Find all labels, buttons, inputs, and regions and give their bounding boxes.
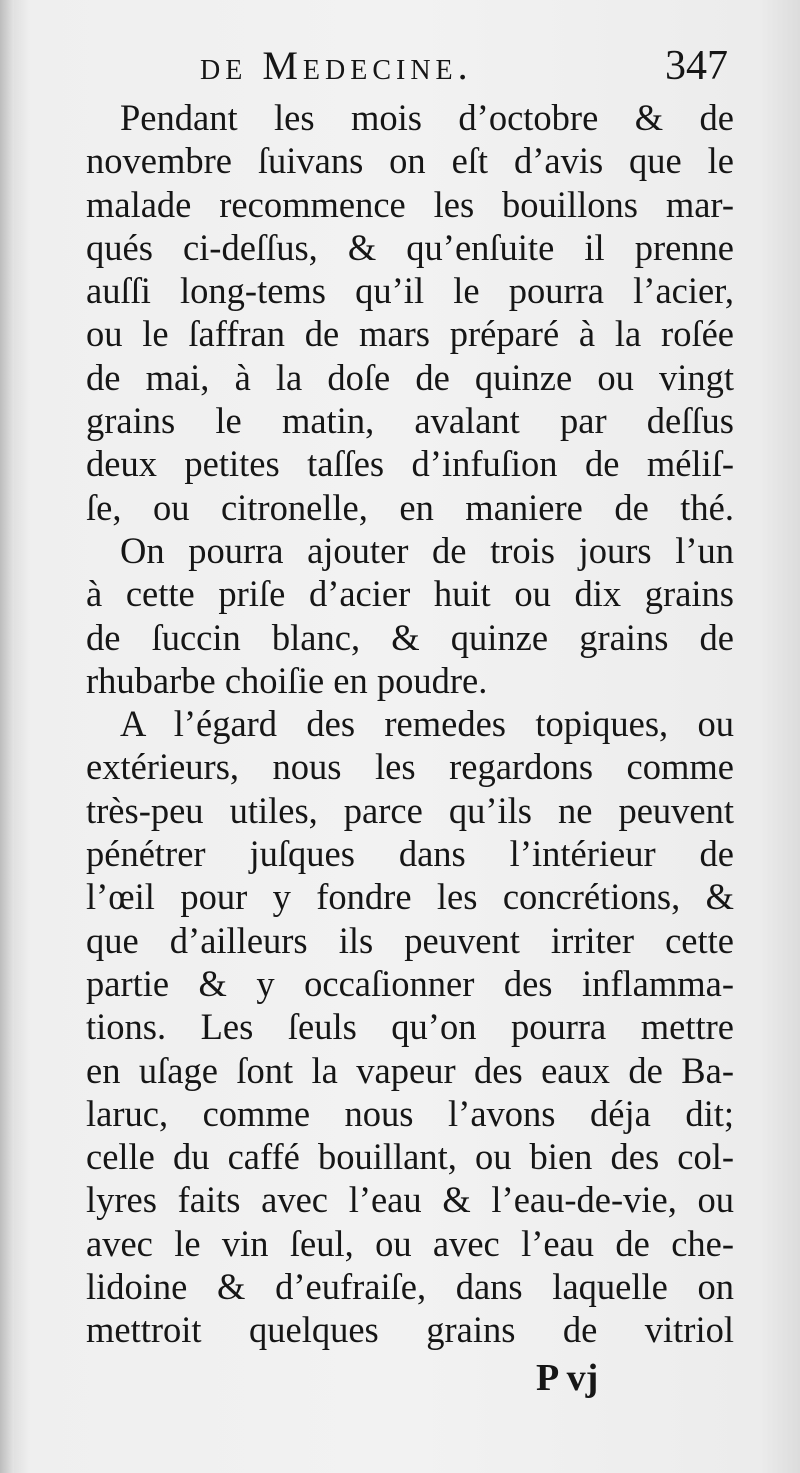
text-line: avec le vin ſeul, ou avec l’eau de che- bbox=[86, 1222, 734, 1264]
page-number: 347 bbox=[665, 43, 728, 89]
body-text bbox=[86, 96, 734, 1352]
text-line: que d’ailleurs ils peuvent irriter cette bbox=[86, 919, 734, 961]
text-line: tions. Les ſeuls qu’on pourra mettre bbox=[86, 1006, 734, 1048]
text-line: lidoine & d’eufraiſe, dans laquelle on bbox=[86, 1266, 734, 1308]
text-line: ou le ſaffran de mars préparé à la roſée bbox=[86, 313, 734, 355]
text-line: deux petites taſſes d’infuſion de méliſ- bbox=[86, 443, 734, 485]
text-line: Pendant les mois d’octobre & de bbox=[120, 97, 734, 138]
text-line: en uſage ſont la vapeur des eaux de Ba- bbox=[86, 1049, 734, 1091]
text-line: auſſi long-tems qu’il le pourra l’acier, bbox=[86, 270, 734, 312]
text-line: laruc, comme nous l’avons déja dit; bbox=[86, 1092, 734, 1134]
text-line: malade recommence les bouillons mar- bbox=[86, 183, 734, 225]
text-line: lyres faits avec l’eau & l’eau-de-vie, ou bbox=[86, 1179, 734, 1221]
text-line: de ſuccin blanc, & quinze grains de bbox=[86, 616, 734, 658]
text-line: grains le matin, avalant par deſſus bbox=[86, 400, 734, 442]
text-line: extérieurs, nous les regardons comme bbox=[86, 746, 734, 788]
text-line: celle du caffé bouillant, ou bien des col- bbox=[86, 1136, 734, 1178]
signature-catchword: P vj bbox=[536, 1357, 599, 1399]
running-head: de Medecine. bbox=[200, 43, 473, 88]
text-line: On pourra ajouter de trois jours l’un bbox=[120, 529, 734, 571]
text-line: partie & y occaſionner des inflamma- bbox=[86, 962, 734, 1004]
text-line: à cette priſe d’acier huit ou dix grains bbox=[86, 573, 734, 615]
text-line: mettroit quelques grains de vitriol bbox=[86, 1309, 734, 1351]
text-line: pénétrer juſques dans l’intérieur de bbox=[86, 833, 734, 875]
text-line: très-peu utiles, parce qu’ils ne peuvent bbox=[86, 789, 734, 831]
text-line: ſe, ou citronelle, en maniere de thé. bbox=[86, 486, 734, 528]
text-line: l’œil pour y fondre les concrétions, & bbox=[86, 876, 734, 918]
text-line: rhubarbe choiſie en poudre. bbox=[86, 659, 488, 701]
page-header bbox=[200, 42, 728, 102]
text-line: novembre ſuivans on eſt d’avis que le bbox=[86, 140, 734, 182]
text-line: A l’égard des remedes topiques, ou bbox=[120, 703, 734, 745]
text-line: qués ci-deſſus, & qu’enſuite il prenne bbox=[86, 226, 734, 268]
text-line: de mai, à la doſe de quinze ou vingt bbox=[86, 356, 734, 398]
page-gutter bbox=[0, 0, 14, 1473]
